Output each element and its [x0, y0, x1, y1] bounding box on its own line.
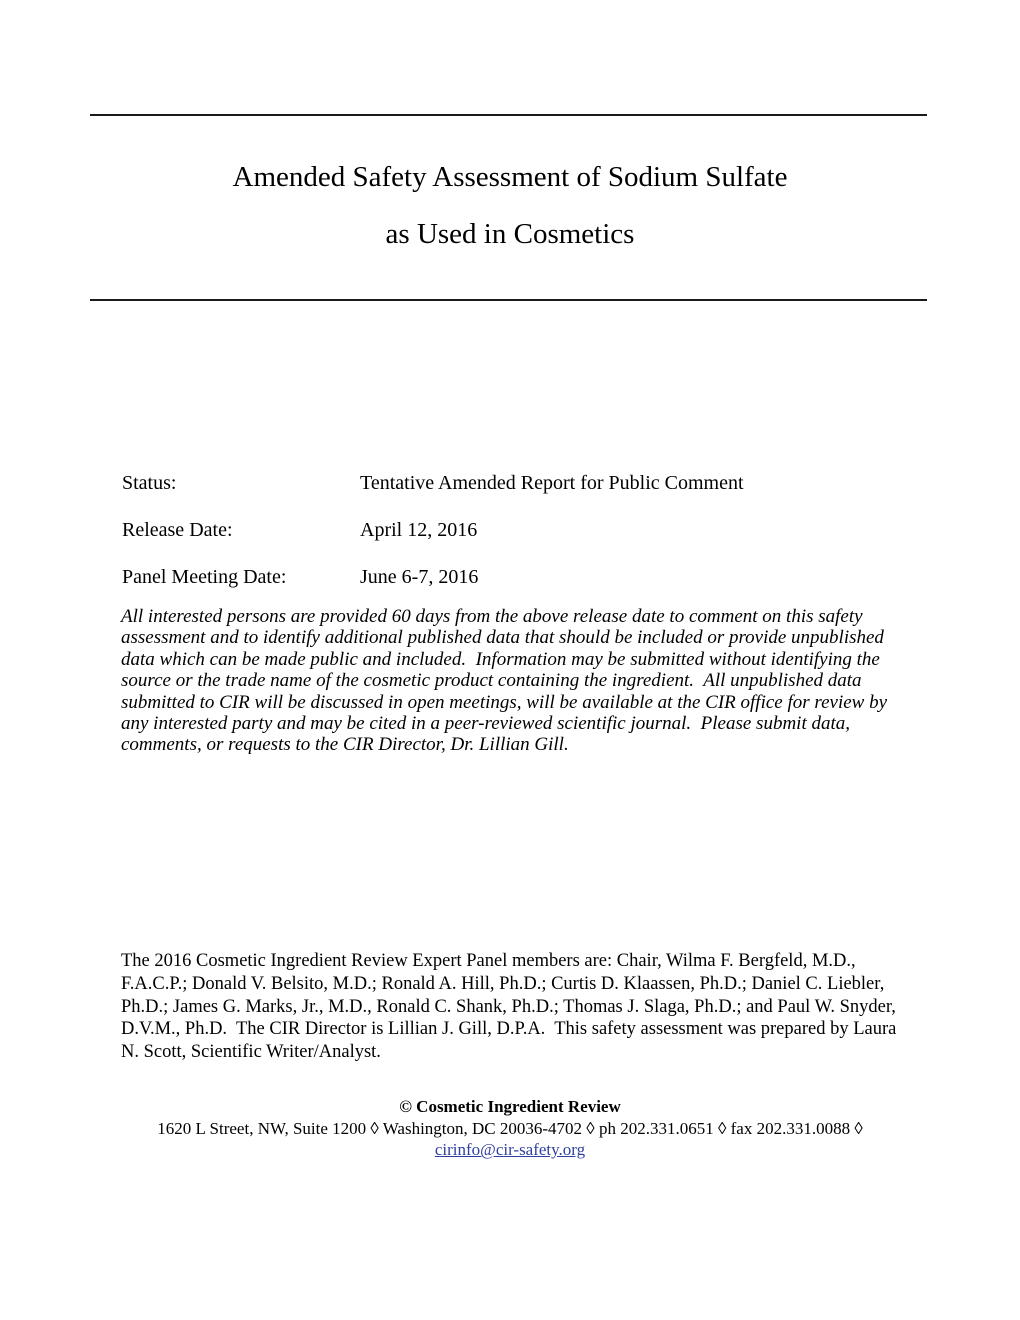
email-line [0, 1139, 1020, 1161]
status-value: Tentative Amended Report for Public Comment [360, 472, 744, 494]
email-link[interactable]: cirinfo@cir-safety.org [434, 1140, 586, 1160]
expert-panel-members-paragraph: The 2016 Cosmetic Ingredient Review Expert Panel members are: Chair, Wilma F. Bergfeld, M.D., F.A.C.P.; Donald V. Belsito, M.D.; Ronald A. Hill, Ph.D.; Curtis D. Klaassen, Ph.D.; Daniel C. Liebler, Ph.D.; James G. Marks, Jr., M.D., Ronald C. Shank, Ph.D.; Thomas J. Slaga, Ph.D.; and Paul W. Snyder, D.V.M., Ph.D. The CIR Director is Lillian J. Gill, D.P.A. This safety assessment was prepared by Laura N. Scott, Scientific Writer/Analyst. [121, 951, 901, 1063]
horizontal-rule-top [90, 114, 927, 116]
report-meta [122, 470, 744, 611]
meta-row-release-date [122, 517, 744, 564]
meta-row-status [122, 470, 744, 517]
page-footer [0, 1096, 1020, 1161]
panel-meeting-date-label: Panel Meeting Date: [122, 566, 287, 588]
title-line-2: as Used in Cosmetics [385, 218, 635, 250]
status-label: Status: [122, 472, 177, 494]
release-date-value: April 12, 2016 [360, 519, 478, 541]
document-title [0, 160, 1020, 251]
horizontal-rule-bottom [90, 299, 927, 301]
public-comment-notice: All interested persons are provided 60 days from the above release date to comment on this safety assessment and to identify additional published data that should be included or provide unpublished data which can be made public and included. Information may be submitted without identifying the source or the trade name of the cosmetic product containing the ingredient. All unpublished data submitted to CIR will be discussed in open meetings, will be available at the CIR office for review by any interested party and may be cited in a peer-reviewed scientific journal. Please submit data, comments, or requests to the CIR Director, Dr. Lillian Gill. [121, 606, 892, 756]
meta-row-panel-meeting-date [122, 564, 744, 611]
title-line-1: Amended Safety Assessment of Sodium Sulfate [232, 161, 788, 193]
copyright-org-line: © Cosmetic Ingredient Review [399, 1097, 621, 1116]
panel-meeting-date-value: June 6-7, 2016 [360, 566, 479, 588]
release-date-label: Release Date: [122, 519, 233, 541]
address-contact-line: 1620 L Street, NW, Suite 1200 ◊ Washington, DC 20036-4702 ◊ ph 202.331.0651 ◊ fax 202.331.0088 ◊ [157, 1118, 863, 1138]
